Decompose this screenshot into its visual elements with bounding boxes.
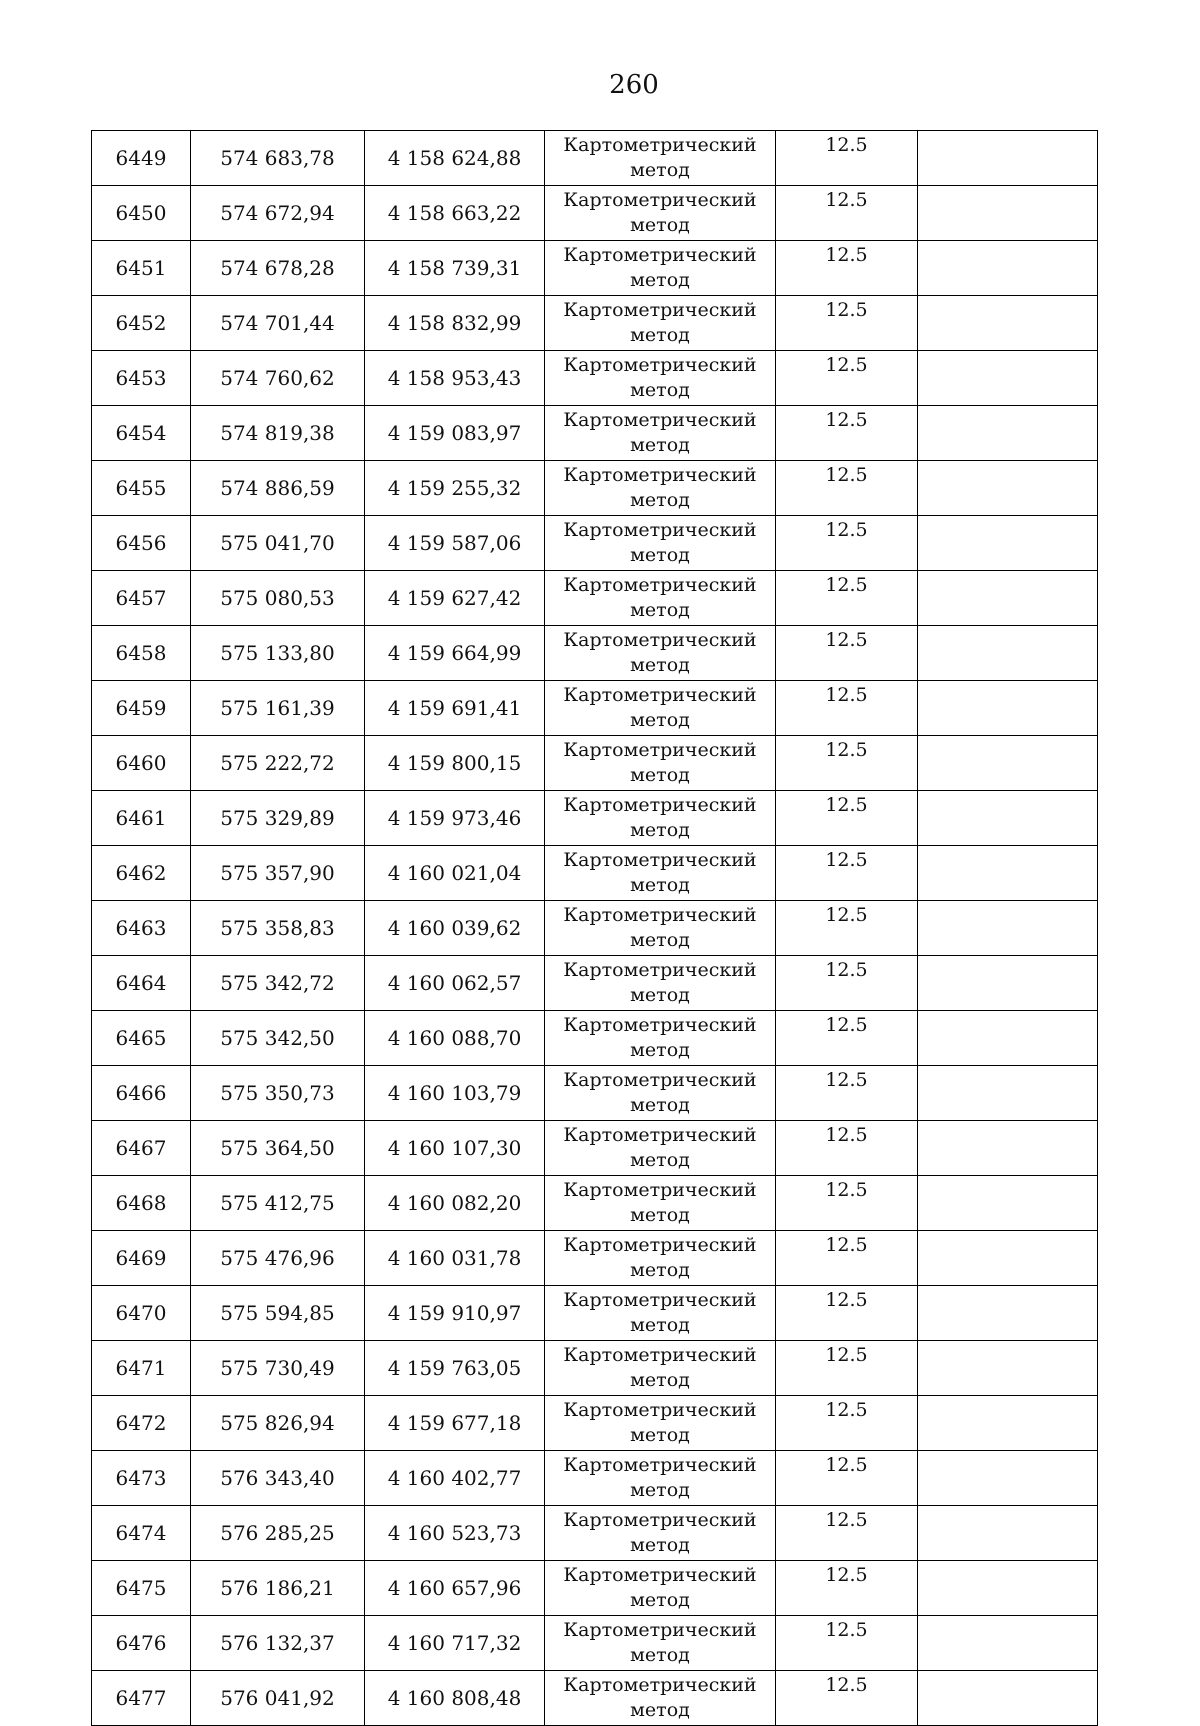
x-coordinate-cell: 576 041,92	[191, 1671, 365, 1726]
method-cell	[545, 901, 776, 956]
table-row	[92, 901, 1098, 956]
table-row	[92, 626, 1098, 681]
point-number-cell: 6459	[92, 681, 191, 736]
empty-cell	[918, 351, 1098, 406]
y-coordinate-cell: 4 160 021,04	[365, 846, 545, 901]
point-number-cell: 6474	[92, 1506, 191, 1561]
accuracy-cell: 12.5	[776, 956, 918, 1011]
accuracy-cell: 12.5	[776, 1121, 918, 1176]
method-line-1: Картометрический	[563, 409, 757, 431]
empty-cell	[918, 736, 1098, 791]
point-number-cell: 6469	[92, 1231, 191, 1286]
empty-cell	[918, 626, 1098, 681]
method-line-2: метод	[630, 1259, 690, 1281]
table-row	[92, 1616, 1098, 1671]
table-row	[92, 736, 1098, 791]
table-row	[92, 1506, 1098, 1561]
method-cell	[545, 1506, 776, 1561]
method-cell	[545, 1231, 776, 1286]
method-line-2: метод	[630, 544, 690, 566]
method-line-2: метод	[630, 489, 690, 511]
x-coordinate-cell: 575 476,96	[191, 1231, 365, 1286]
method-cell	[545, 241, 776, 296]
point-number-cell: 6462	[92, 846, 191, 901]
x-coordinate-cell: 575 342,50	[191, 1011, 365, 1066]
method-line-1: Картометрический	[563, 1179, 757, 1201]
method-cell	[545, 1561, 776, 1616]
method-line-2: метод	[630, 874, 690, 896]
y-coordinate-cell: 4 159 973,46	[365, 791, 545, 846]
method-line-1: Картометрический	[563, 1234, 757, 1256]
table-row	[92, 1341, 1098, 1396]
point-number-cell: 6472	[92, 1396, 191, 1451]
x-coordinate-cell: 576 343,40	[191, 1451, 365, 1506]
point-number-cell: 6467	[92, 1121, 191, 1176]
y-coordinate-cell: 4 159 800,15	[365, 736, 545, 791]
method-cell	[545, 791, 776, 846]
method-line-2: метод	[630, 379, 690, 401]
accuracy-cell: 12.5	[776, 1176, 918, 1231]
table-row	[92, 1066, 1098, 1121]
method-line-2: метод	[630, 214, 690, 236]
accuracy-cell: 12.5	[776, 241, 918, 296]
method-line-1: Картометрический	[563, 1564, 757, 1586]
accuracy-cell: 12.5	[776, 1341, 918, 1396]
y-coordinate-cell: 4 159 083,97	[365, 406, 545, 461]
accuracy-cell: 12.5	[776, 791, 918, 846]
y-coordinate-cell: 4 160 402,77	[365, 1451, 545, 1506]
x-coordinate-cell: 575 358,83	[191, 901, 365, 956]
table-row	[92, 956, 1098, 1011]
y-coordinate-cell: 4 158 832,99	[365, 296, 545, 351]
table-row	[92, 1396, 1098, 1451]
x-coordinate-cell: 574 819,38	[191, 406, 365, 461]
empty-cell	[918, 1561, 1098, 1616]
method-cell	[545, 186, 776, 241]
method-cell	[545, 736, 776, 791]
accuracy-cell: 12.5	[776, 1011, 918, 1066]
x-coordinate-cell: 575 357,90	[191, 846, 365, 901]
table-row	[92, 296, 1098, 351]
method-line-1: Картометрический	[563, 1509, 757, 1531]
method-line-1: Картометрический	[563, 134, 757, 156]
accuracy-cell: 12.5	[776, 571, 918, 626]
method-line-1: Картометрический	[563, 684, 757, 706]
x-coordinate-cell: 575 594,85	[191, 1286, 365, 1341]
method-line-2: метод	[630, 159, 690, 181]
point-number-cell: 6456	[92, 516, 191, 571]
y-coordinate-cell: 4 160 103,79	[365, 1066, 545, 1121]
method-line-1: Картометрический	[563, 1344, 757, 1366]
coordinates-table	[91, 130, 1098, 1726]
method-line-2: метод	[630, 929, 690, 951]
table-row	[92, 1561, 1098, 1616]
y-coordinate-cell: 4 159 587,06	[365, 516, 545, 571]
empty-cell	[918, 296, 1098, 351]
table-row	[92, 406, 1098, 461]
point-number-cell: 6460	[92, 736, 191, 791]
x-coordinate-cell: 575 161,39	[191, 681, 365, 736]
empty-cell	[918, 1176, 1098, 1231]
x-coordinate-cell: 574 886,59	[191, 461, 365, 516]
method-line-1: Картометрический	[563, 849, 757, 871]
empty-cell	[918, 1286, 1098, 1341]
method-line-1: Картометрический	[563, 464, 757, 486]
x-coordinate-cell: 576 132,37	[191, 1616, 365, 1671]
method-line-1: Картометрический	[563, 1289, 757, 1311]
method-cell	[545, 461, 776, 516]
method-cell	[545, 131, 776, 186]
table-row	[92, 846, 1098, 901]
point-number-cell: 6468	[92, 1176, 191, 1231]
table-row	[92, 1121, 1098, 1176]
y-coordinate-cell: 4 160 088,70	[365, 1011, 545, 1066]
x-coordinate-cell: 575 329,89	[191, 791, 365, 846]
method-line-1: Картометрический	[563, 739, 757, 761]
accuracy-cell: 12.5	[776, 296, 918, 351]
table-row	[92, 131, 1098, 186]
point-number-cell: 6450	[92, 186, 191, 241]
x-coordinate-cell: 574 672,94	[191, 186, 365, 241]
method-cell	[545, 1066, 776, 1121]
y-coordinate-cell: 4 160 717,32	[365, 1616, 545, 1671]
point-number-cell: 6454	[92, 406, 191, 461]
point-number-cell: 6470	[92, 1286, 191, 1341]
y-coordinate-cell: 4 159 677,18	[365, 1396, 545, 1451]
point-number-cell: 6453	[92, 351, 191, 406]
x-coordinate-cell: 575 133,80	[191, 626, 365, 681]
method-line-2: метод	[630, 1644, 690, 1666]
x-coordinate-cell: 575 350,73	[191, 1066, 365, 1121]
method-line-2: метод	[630, 1534, 690, 1556]
method-line-1: Картометрический	[563, 629, 757, 651]
x-coordinate-cell: 576 285,25	[191, 1506, 365, 1561]
method-line-1: Картометрический	[563, 574, 757, 596]
x-coordinate-cell: 574 678,28	[191, 241, 365, 296]
method-cell	[545, 296, 776, 351]
accuracy-cell: 12.5	[776, 846, 918, 901]
accuracy-cell: 12.5	[776, 461, 918, 516]
accuracy-cell: 12.5	[776, 1671, 918, 1726]
x-coordinate-cell: 575 364,50	[191, 1121, 365, 1176]
empty-cell	[918, 1506, 1098, 1561]
x-coordinate-cell: 575 222,72	[191, 736, 365, 791]
method-line-1: Картометрический	[563, 519, 757, 541]
method-line-1: Картометрический	[563, 1014, 757, 1036]
point-number-cell: 6475	[92, 1561, 191, 1616]
empty-cell	[918, 1451, 1098, 1506]
point-number-cell: 6451	[92, 241, 191, 296]
accuracy-cell: 12.5	[776, 1616, 918, 1671]
y-coordinate-cell: 4 160 107,30	[365, 1121, 545, 1176]
empty-cell	[918, 1011, 1098, 1066]
empty-cell	[918, 1616, 1098, 1671]
empty-cell	[918, 1121, 1098, 1176]
x-coordinate-cell: 576 186,21	[191, 1561, 365, 1616]
empty-cell	[918, 1231, 1098, 1286]
method-cell	[545, 1396, 776, 1451]
method-line-2: метод	[630, 984, 690, 1006]
x-coordinate-cell: 574 760,62	[191, 351, 365, 406]
method-line-2: метод	[630, 1589, 690, 1611]
empty-cell	[918, 681, 1098, 736]
point-number-cell: 6471	[92, 1341, 191, 1396]
method-cell	[545, 846, 776, 901]
method-line-2: метод	[630, 1424, 690, 1446]
x-coordinate-cell: 575 412,75	[191, 1176, 365, 1231]
table-row	[92, 1011, 1098, 1066]
method-line-2: метод	[630, 654, 690, 676]
method-cell	[545, 626, 776, 681]
empty-cell	[918, 241, 1098, 296]
point-number-cell: 6465	[92, 1011, 191, 1066]
accuracy-cell: 12.5	[776, 186, 918, 241]
y-coordinate-cell: 4 160 657,96	[365, 1561, 545, 1616]
method-cell	[545, 351, 776, 406]
table-row	[92, 241, 1098, 296]
point-number-cell: 6464	[92, 956, 191, 1011]
accuracy-cell: 12.5	[776, 1451, 918, 1506]
x-coordinate-cell: 574 701,44	[191, 296, 365, 351]
accuracy-cell: 12.5	[776, 1286, 918, 1341]
accuracy-cell: 12.5	[776, 1396, 918, 1451]
method-line-1: Картометрический	[563, 1454, 757, 1476]
page-number: 260	[609, 70, 659, 100]
point-number-cell: 6461	[92, 791, 191, 846]
accuracy-cell: 12.5	[776, 736, 918, 791]
accuracy-cell: 12.5	[776, 351, 918, 406]
method-line-1: Картометрический	[563, 959, 757, 981]
method-line-2: метод	[630, 599, 690, 621]
empty-cell	[918, 131, 1098, 186]
y-coordinate-cell: 4 160 523,73	[365, 1506, 545, 1561]
y-coordinate-cell: 4 160 039,62	[365, 901, 545, 956]
method-line-1: Картометрический	[563, 1619, 757, 1641]
method-line-2: метод	[630, 819, 690, 841]
point-number-cell: 6455	[92, 461, 191, 516]
accuracy-cell: 12.5	[776, 1231, 918, 1286]
method-line-2: метод	[630, 709, 690, 731]
point-number-cell: 6466	[92, 1066, 191, 1121]
method-cell	[545, 956, 776, 1011]
table-row	[92, 1176, 1098, 1231]
empty-cell	[918, 516, 1098, 571]
point-number-cell: 6449	[92, 131, 191, 186]
method-line-2: метод	[630, 764, 690, 786]
empty-cell	[918, 846, 1098, 901]
point-number-cell: 6476	[92, 1616, 191, 1671]
method-line-1: Картометрический	[563, 354, 757, 376]
table-row	[92, 1671, 1098, 1726]
method-line-1: Картометрический	[563, 794, 757, 816]
method-line-2: метод	[630, 1314, 690, 1336]
method-line-2: метод	[630, 1479, 690, 1501]
y-coordinate-cell: 4 158 739,31	[365, 241, 545, 296]
accuracy-cell: 12.5	[776, 406, 918, 461]
method-cell	[545, 1451, 776, 1506]
method-line-1: Картометрический	[563, 244, 757, 266]
table-row	[92, 1286, 1098, 1341]
table-row	[92, 791, 1098, 846]
y-coordinate-cell: 4 158 663,22	[365, 186, 545, 241]
method-line-1: Картометрический	[563, 1674, 757, 1696]
empty-cell	[918, 186, 1098, 241]
method-line-2: метод	[630, 269, 690, 291]
accuracy-cell: 12.5	[776, 1561, 918, 1616]
point-number-cell: 6458	[92, 626, 191, 681]
table-row	[92, 186, 1098, 241]
accuracy-cell: 12.5	[776, 1066, 918, 1121]
point-number-cell: 6463	[92, 901, 191, 956]
accuracy-cell: 12.5	[776, 516, 918, 571]
method-cell	[545, 681, 776, 736]
y-coordinate-cell: 4 160 031,78	[365, 1231, 545, 1286]
empty-cell	[918, 406, 1098, 461]
coordinates-table-body	[92, 131, 1098, 1726]
method-cell	[545, 1616, 776, 1671]
method-line-2: метод	[630, 1039, 690, 1061]
y-coordinate-cell: 4 159 910,97	[365, 1286, 545, 1341]
method-cell	[545, 1671, 776, 1726]
method-line-1: Картометрический	[563, 1124, 757, 1146]
x-coordinate-cell: 575 730,49	[191, 1341, 365, 1396]
table-row	[92, 516, 1098, 571]
method-line-2: метод	[630, 1204, 690, 1226]
empty-cell	[918, 571, 1098, 626]
method-cell	[545, 516, 776, 571]
empty-cell	[918, 1341, 1098, 1396]
method-line-1: Картометрический	[563, 904, 757, 926]
method-cell	[545, 1011, 776, 1066]
accuracy-cell: 12.5	[776, 681, 918, 736]
x-coordinate-cell: 575 041,70	[191, 516, 365, 571]
accuracy-cell: 12.5	[776, 901, 918, 956]
accuracy-cell: 12.5	[776, 131, 918, 186]
empty-cell	[918, 461, 1098, 516]
empty-cell	[918, 1671, 1098, 1726]
method-cell	[545, 1121, 776, 1176]
empty-cell	[918, 1066, 1098, 1121]
y-coordinate-cell: 4 159 763,05	[365, 1341, 545, 1396]
x-coordinate-cell: 575 342,72	[191, 956, 365, 1011]
y-coordinate-cell: 4 159 664,99	[365, 626, 545, 681]
y-coordinate-cell: 4 158 624,88	[365, 131, 545, 186]
table-row	[92, 351, 1098, 406]
method-line-1: Картометрический	[563, 299, 757, 321]
y-coordinate-cell: 4 159 255,32	[365, 461, 545, 516]
table-row	[92, 1451, 1098, 1506]
y-coordinate-cell: 4 160 082,20	[365, 1176, 545, 1231]
method-cell	[545, 1286, 776, 1341]
empty-cell	[918, 1396, 1098, 1451]
y-coordinate-cell: 4 159 627,42	[365, 571, 545, 626]
table-row	[92, 681, 1098, 736]
point-number-cell: 6452	[92, 296, 191, 351]
point-number-cell: 6477	[92, 1671, 191, 1726]
method-line-1: Картометрический	[563, 1069, 757, 1091]
point-number-cell: 6473	[92, 1451, 191, 1506]
accuracy-cell: 12.5	[776, 1506, 918, 1561]
y-coordinate-cell: 4 160 808,48	[365, 1671, 545, 1726]
empty-cell	[918, 791, 1098, 846]
table-row	[92, 1231, 1098, 1286]
method-line-2: метод	[630, 434, 690, 456]
method-line-2: метод	[630, 1699, 690, 1721]
method-cell	[545, 406, 776, 461]
x-coordinate-cell: 575 080,53	[191, 571, 365, 626]
method-cell	[545, 1341, 776, 1396]
accuracy-cell: 12.5	[776, 626, 918, 681]
x-coordinate-cell: 575 826,94	[191, 1396, 365, 1451]
y-coordinate-cell: 4 158 953,43	[365, 351, 545, 406]
method-line-2: метод	[630, 1094, 690, 1116]
method-line-2: метод	[630, 1369, 690, 1391]
x-coordinate-cell: 574 683,78	[191, 131, 365, 186]
y-coordinate-cell: 4 159 691,41	[365, 681, 545, 736]
method-cell	[545, 571, 776, 626]
empty-cell	[918, 901, 1098, 956]
table-row	[92, 571, 1098, 626]
method-line-2: метод	[630, 324, 690, 346]
method-line-1: Картометрический	[563, 1399, 757, 1421]
y-coordinate-cell: 4 160 062,57	[365, 956, 545, 1011]
method-cell	[545, 1176, 776, 1231]
table-row	[92, 461, 1098, 516]
method-line-1: Картометрический	[563, 189, 757, 211]
method-line-2: метод	[630, 1149, 690, 1171]
point-number-cell: 6457	[92, 571, 191, 626]
empty-cell	[918, 956, 1098, 1011]
